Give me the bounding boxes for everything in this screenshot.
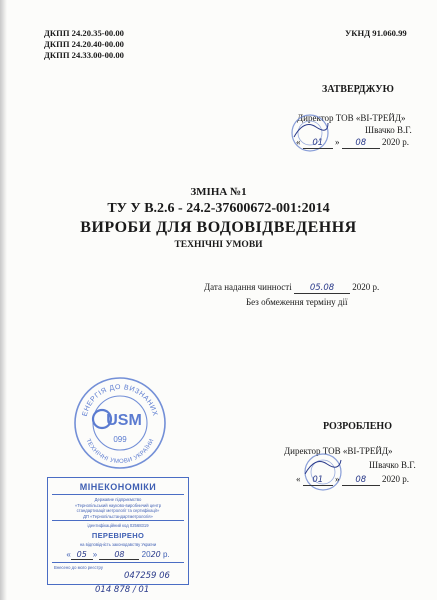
stamp-divider (52, 562, 184, 563)
developed-name: Швачко В.Г. (369, 460, 416, 470)
stamp-line: ідентифікаційний код 02568319 (87, 523, 149, 528)
stamp-date-suffix: 20 (150, 550, 161, 559)
no-limit-text: Без обмеження терміну дії (246, 297, 348, 307)
stamp-note: на відповідність законодавству України (79, 542, 157, 547)
company-stamp-icon (303, 452, 343, 492)
developed-date-month: 08 (342, 475, 380, 486)
ministry-title: МІНЕКОНОМІКИ (79, 482, 157, 492)
conditions-subtitle: ТЕХНІЧНІ УМОВИ (174, 240, 263, 250)
approve-heading: ЗАТВЕРДЖУЮ (322, 84, 394, 95)
change-title: ЗМІНА №1 (190, 186, 247, 198)
usm-number: 099 (113, 435, 127, 444)
usm-bottom-text: ТЕХНІЧНІ УМОВИ УКРАЇНИ (84, 438, 156, 466)
product-title: ВИРОБИ ДЛЯ ВОДОВІДВЕДЕННЯ (80, 219, 357, 236)
approve-date: « 01 » 08 2020 р. (296, 137, 409, 148)
stamp-date-day: 05 (71, 550, 93, 560)
stamp-line: стандартизації метрології та сертифікації» (76, 508, 160, 513)
checked-label: ПЕРЕВІРЕНО (91, 531, 145, 540)
approve-date-day: 01 (303, 138, 333, 149)
code-line: ДКПП 24.20.40-00.00 (44, 39, 124, 49)
registry-label: Внесено до мого реєстру (54, 565, 103, 570)
stamp-line: Державне підприємство (94, 497, 142, 502)
developed-director: Директор ТОВ «ВІ-ТРЕЙД» (284, 446, 393, 456)
approve-date-year: 2020 р. (382, 137, 409, 147)
validity-date-value: 05.08 (294, 283, 350, 294)
approve-name: Швачко В.Г. (365, 125, 412, 135)
stamp-date-month: 08 (99, 550, 139, 560)
stamp-divider (52, 520, 184, 521)
developed-date: « 01 » 08 2020 р. (296, 474, 409, 485)
validity-date (204, 282, 379, 294)
page-edge-shadow (0, 0, 7, 600)
stamp-line: «Тернопільський науково-виробничий центр (74, 502, 162, 508)
validity-year: 2020 р. (352, 282, 380, 292)
date-quote: « (296, 137, 301, 147)
usm-round-stamp (72, 375, 168, 471)
usm-seal-icon (72, 375, 168, 471)
stamp-date-year: 20 (141, 550, 151, 559)
validity-label: Дата надання чинності (204, 282, 292, 292)
date-quote: « (296, 474, 301, 484)
approve-date-month: 08 (342, 138, 380, 149)
checked-stamp (47, 477, 189, 585)
registry-number-secondary: 014 878 / 01 (95, 585, 150, 595)
undk-code: УКНД 91.060.99 (345, 28, 407, 38)
developed-date-day: 01 (303, 475, 333, 486)
usm-top-text: ЕНЕРГІЯ ДО ВИЗНАНИХ (81, 383, 159, 418)
developed-date-year: 2020 р. (382, 474, 409, 484)
developed-heading: РОЗРОБЛЕНО (323, 421, 392, 432)
stamp-line: ДП «Тернопільстандартметрологія» (83, 513, 153, 519)
usm-logo-text: USM (106, 412, 142, 429)
classification-codes (44, 28, 124, 61)
code-line: ДКПП 24.33.00-00.00 (44, 50, 124, 60)
stamp-date: « 05 » 08 2020 р. (66, 550, 170, 559)
registry-number: 047259 06 (124, 571, 170, 581)
spec-number: ТУ У В.2.6 - 24.2-37600672-001:2014 (107, 201, 330, 216)
stamp-divider (52, 494, 184, 495)
approve-director: Директор ТОВ «ВІ-ТРЕЙД» (297, 113, 406, 123)
code-line: ДКПП 24.20.35-00.00 (44, 28, 124, 38)
